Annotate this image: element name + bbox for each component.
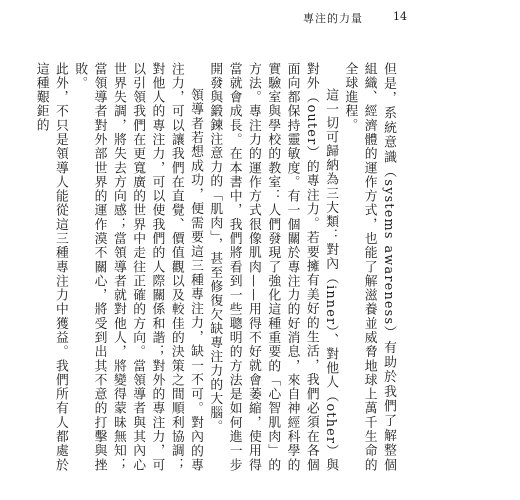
page-header (0, 8, 520, 30)
paragraph-2: 這一切可歸納為三大類：對內（inner）、對他人（other）與對外（outer）的專注力。若要擁有美好的生活，我們必須在各個面向都保持靈敏度。有一個關於專注力的好消息，來自神經科學的實驗室與學校的教室：人們發現了強化這種重要的「心智肌肉」的方法。專注力的運作方式很像肌肉——用得不好就會萎縮，使用得當就會成長。在本書中，我們將看到一些聰明的方法是如何進一步開發與鍛鍊注意力的「肌肉」，甚至修復欠缺專注力的大腦。 (207, 62, 339, 472)
paragraph-3: 領導者若想成功，便需要這三種專注力，缺一不可。對內的專注力，可以讓我們在直覺、價值觀以及較佳的決策之間順利協調；對他人的專注力，可以使我們的人際關係和諧；對外的專注力，可以引領我們在更寬廣的世界中走往正確的方向。當領導者與其內心世界失調，將失去方向感；當領導者就對他人，將變得蒙昧無知；當領導者對外部世界的運作漠不關心，將受到出其不意的打擊與挫敗。 (72, 62, 204, 472)
page-number: 14 (393, 10, 407, 23)
paragraph-4: 此外，不只是領導人能從這三種專注力中獲益。我們所有人都處於這種艱鉅的 (33, 62, 68, 472)
paragraph-1: 但是，系統意識（systems awareness）有助於我們了解整個組織、經濟體的運作方式，也能了解滋養並威脅地球上萬千生命的全球進程。 (342, 62, 396, 472)
book-title: 專注的力量 (303, 12, 363, 25)
body-text (33, 62, 398, 472)
